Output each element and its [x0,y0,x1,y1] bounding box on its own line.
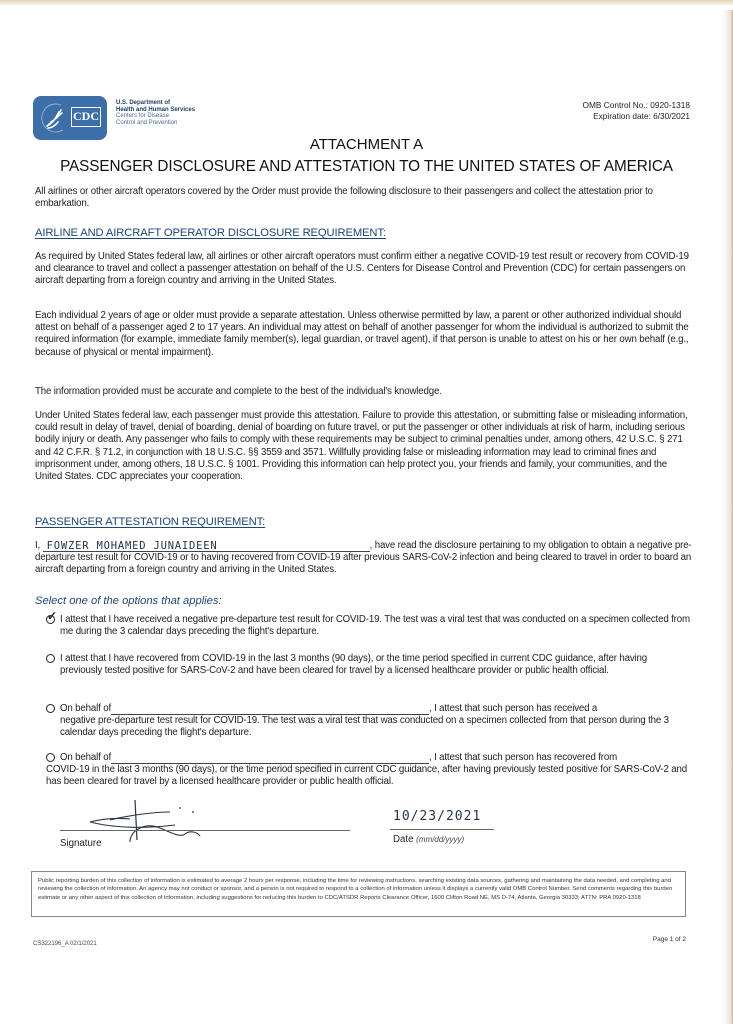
option-prefix: On behalf of [60,752,111,763]
option-text: I attest that I have received a negative pre-departure test result for COVID-19. The test was a viral test that was conducted on a specimen collected from me during the 3 calendar days preceding the flight's departure. [60,614,690,638]
option-negative-test[interactable] [46,609,691,638]
disclosure-paragraph: As required by United States federal law, all airlines or other aircraft operators must confirm either a negative COVID-19 test result or recovery from COVID-19 and clearance to travel and collect a passenger attestation on behalf of the U.S. Centers for Disease Control and Prevention (CDC) for certain passengers on aircraft departing from a foreign country and arriving in the United States. [35,251,689,287]
expiration-date: Expiration date: 6/30/2021 [593,111,690,121]
statement-prefix: I, [35,540,43,551]
option-prefix: On behalf of [60,703,111,714]
radio-button[interactable] [46,704,55,713]
cdc-logo [33,96,107,140]
statement-text: , have read the disclosure pertaining to my obligation to obtain a negative pre-departure test result for COVID-19 or to having recovered from COVID-19 after previous SARS-CoV-2 infection and being cleared to travel in order to board an aircraft departing from a foreign country and arriving in the United States. [35,540,692,576]
option-suffix: , I attest that such person has recovered from [428,752,618,763]
disclosure-paragraph: Each individual 2 years of age or older must provide a separate attestation. Unless otherwise permitted by law, a parent or other authorized individual should attest on behalf of a passenger aged 2 to 17 years. An individual may attest on behalf of another passenger for whom the individual is authorized to submit the required information (for example, immediate family member(s), legal guardian, or travel agent), if that person is unable to attest on his or her own behalf (e.g., because of physical or mental impairment). [35,310,689,358]
behalf-name-field[interactable] [111,703,429,715]
signature-line [60,830,350,831]
disclosure-heading: AIRLINE AND AIRCRAFT OPERATOR DISCLOSURE REQUIREMENT: [35,227,386,239]
option-text [46,752,691,789]
agency-line: Centers for Disease [116,113,170,119]
radio-button[interactable] [46,654,55,663]
option-text [46,703,691,740]
date-value[interactable]: 10/23/2021 [393,809,482,824]
option-text: I attest that I have recovered from COVID-19 in the last 3 months (90 days), or the time period specified in current CDC guidance, after having previously tested positive for SARS-CoV-2 and have been cleared for travel by a licensed healthcare provider or public health official. [60,653,648,677]
signature-label: Signature [60,838,102,849]
passenger-name-value: FOWZER MOHAMED JUNAIDEEN [46,540,218,553]
passenger-name-field[interactable] [43,540,370,552]
radio-button[interactable] [46,753,55,762]
intro-paragraph: All airlines or other aircraft operators covered by the Order must provide the following disclosure to their passengers and collect the attestation prior to embarkation. [35,186,653,210]
agency-name [116,100,195,126]
options-heading: Select one of the options that applies: [35,595,222,607]
document-title: PASSENGER DISCLOSURE AND ATTESTATION TO THE UNITED STATES OF AMERICA [60,158,673,175]
option-suffix: , I attest that such person has received a [428,703,598,714]
date-label-text: Date [393,834,414,845]
disclosure-paragraph: Under United States federal law, each passenger must provide this attestation. Failure to provide this attestation, or submitting false or misleading information, could result in delay of travel, denial of boarding, denial of boarding on future travel, or put the passenger or other individuals at risk of harm, including serious bodily injury or death. Any passenger who fails to comply with these requirements may be subject to criminal penalties under, among others, 42 U.S.C. § 271 and 42 C.F.R. § 71.2, in conjunction with 18 U.S.C. §§ 3559 and 3571. Willfully providing false or misleading information may lead to criminal fines and imprisonment under, among others, 18 U.S.C. § 1001. Providing this information can help protect you, your friends and family, your communities, and the United States. CDC appreciates your cooperation. [35,410,688,483]
agency-line: Control and Prevention [116,119,178,126]
option-behalf-recovered[interactable] [46,752,691,789]
attachment-title: ATTACHMENT A [309,136,424,153]
behalf-name-field[interactable] [111,752,429,764]
page-number: Page 1 of 2 [652,936,686,943]
hhs-eagle-icon [39,102,69,134]
option-rest: COVID-19 in the last 3 months (90 days), or the time period specified in current CDC guidance, after having previously tested positive for SARS-CoV-2 and has been cleared for travel by a licensed healthcare provider or public health official. [46,764,687,788]
cdc-wordmark: CDC [71,107,101,127]
date-format-hint: (mm/dd/yyyy) [416,835,465,844]
option-behalf-negative-test[interactable] [46,703,691,740]
agency-line: Health and Human Services [116,106,196,113]
burden-statement-box: Public reporting burden of this collection of information is estimated to average 2 hours per response, including the time for reviewing instructions, searching existing data sources, gathering and maintaining the data needed, and completing and reviewing the collection of information. An agency may not conduct or sponsor, and a person is not required to respond to a collection of information unless it displays a currently valid OMB Control Number. Send comments regarding this burden estimate or any other aspect of this collection of information, including suggestions for reducing this burden to CDC/ATSDR Reports Clearance Officer, 1600 Clifton Road NE, MS D-74, Atlanta, Georgia 30333; ATTN: PRA 0920-1318 [31,871,686,917]
omb-info [583,100,690,122]
option-rest: negative pre-departure test result for COVID-19. The test was a viral test that was conducted on a specimen collected from that person during the 3 calendar days preceding the flight's departure. [60,715,669,739]
omb-control-number: OMB Control No.: 0920-1318 [582,100,690,110]
form-id: CS322196_A 02/1/2021 [33,941,97,947]
attestation-statement [35,540,695,577]
date-line [390,829,494,830]
agency-line: U.S. Department of [116,100,171,106]
checkmark-icon: ✓ [47,609,57,623]
disclosure-paragraph: The information provided must be accurate and complete to the best of the individual's knowledge. [35,386,442,397]
attestation-heading: PASSENGER ATTESTATION REQUIREMENT: [35,516,266,528]
option-recovered[interactable] [46,653,691,677]
date-label [393,834,464,845]
